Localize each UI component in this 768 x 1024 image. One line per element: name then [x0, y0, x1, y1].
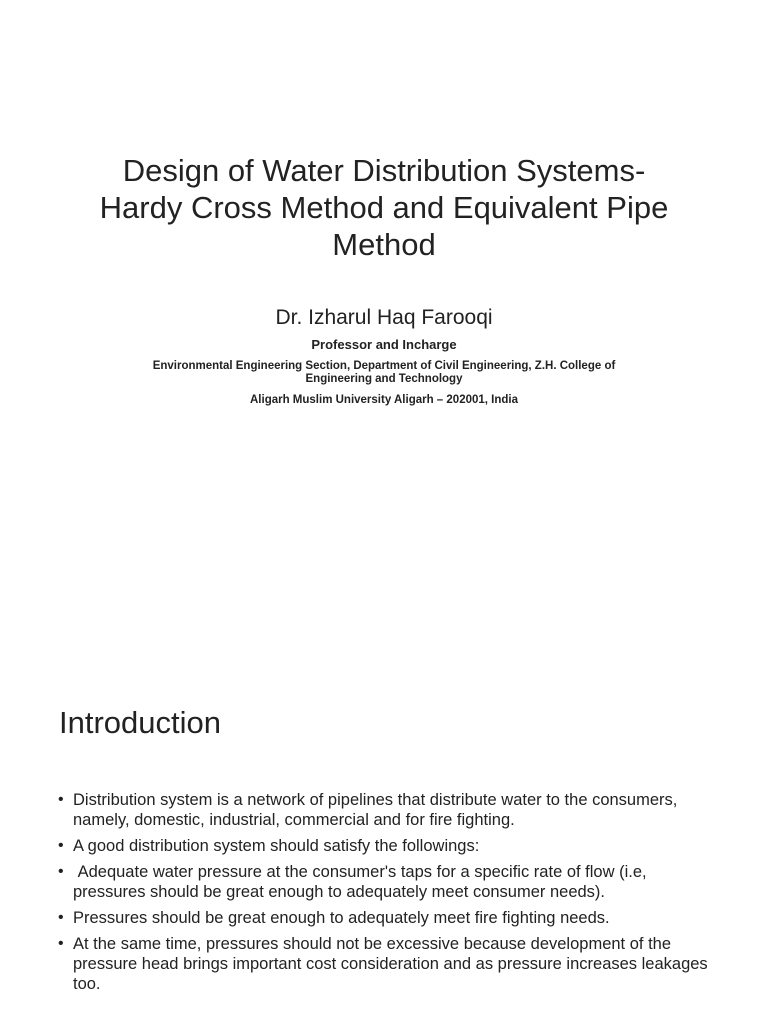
author-name: Dr. Izharul Haq Farooqi	[275, 306, 493, 329]
affiliation-line: Environmental Engineering Section, Department of Civil Engineering, Z.H. College of	[152, 360, 616, 372]
list-item	[56, 908, 716, 928]
list-item	[56, 862, 716, 902]
bullet-icon: •	[58, 837, 64, 854]
bullet-icon: •	[58, 791, 64, 808]
bullet-text: Adequate water pressure at the consumer's taps for a specific rate of flow (i.e, pressures should be great enough to adequately meet consumer needs).	[73, 863, 652, 901]
bullet-icon: •	[58, 863, 64, 880]
introduction-slide	[0, 688, 768, 1024]
bullet-text: Pressures should be great enough to adequately meet fire fighting needs.	[73, 909, 610, 927]
bullet-text: Distribution system is a network of pipelines that distribute water to the consumers, namely, domestic, industrial, commercial and for fire fighting.	[73, 791, 678, 829]
bullet-text: A good distribution system should satisfy the followings:	[73, 837, 480, 855]
slide-title	[90, 152, 678, 263]
affiliation-line: Engineering and Technology	[305, 373, 463, 385]
bullet-icon: •	[58, 909, 64, 926]
section-heading: Introduction	[59, 705, 221, 740]
bullet-text: At the same time, pressures should not be excessive because development of the pressure head brings important cost consideration and as pressure increases leakages too.	[73, 935, 708, 993]
list-item	[56, 934, 716, 994]
author-role: Professor and Incharge	[311, 337, 457, 352]
slide-title-line: Hardy Cross Method and Equivalent Pipe	[99, 190, 669, 225]
author-affiliation	[120, 360, 648, 386]
bullet-icon: •	[58, 935, 64, 952]
list-item	[56, 790, 716, 830]
slide-title-line: Method	[332, 227, 436, 262]
list-item	[56, 836, 716, 856]
slide-title-line: Design of Water Distribution Systems-	[122, 153, 646, 188]
bullet-list	[56, 790, 716, 1000]
author-address: Aligarh Muslim University Aligarh – 202001, India	[250, 394, 518, 406]
